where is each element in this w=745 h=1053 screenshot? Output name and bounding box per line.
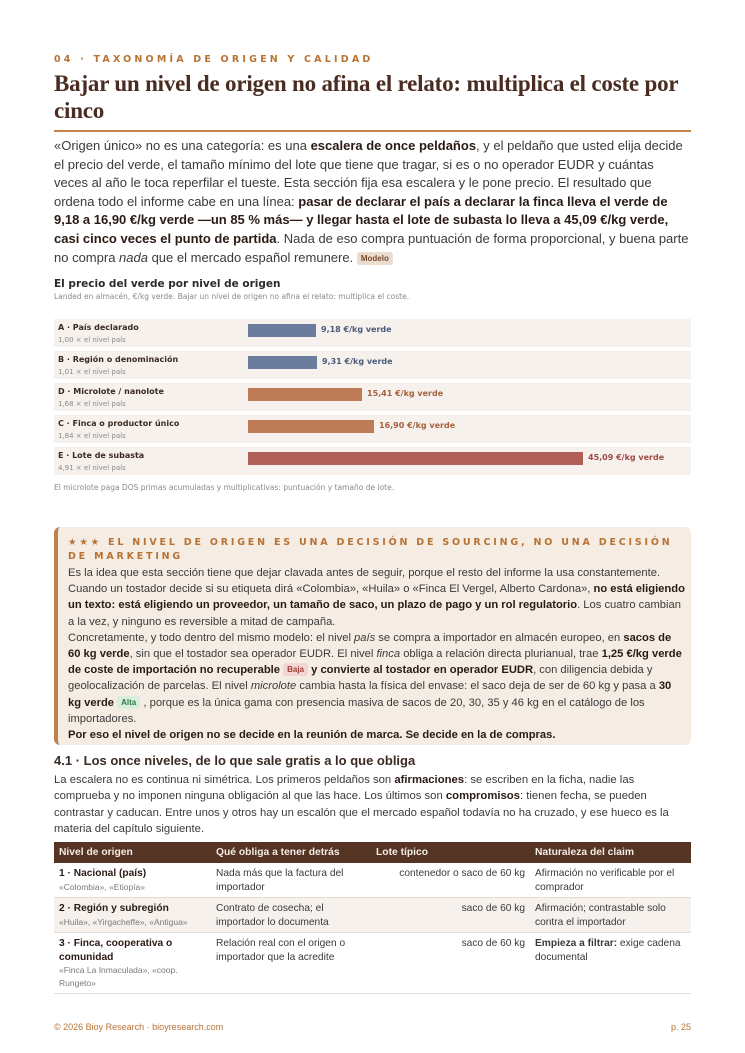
callout-italic: país (354, 631, 376, 644)
callout-emphasis: 1,25 €/kg verde de coste de importación no recuperable (68, 648, 682, 677)
bar-value-label: 15,41 €/kg verde (367, 389, 444, 398)
price-bar (248, 324, 316, 337)
bar-multiplier-label: 1,84 × el nivel país (58, 432, 126, 440)
page-title: Bajar un nivel de origen no afina el relato: multiplica el coste por cinco (54, 71, 678, 123)
high-badge: Alta (117, 696, 140, 709)
lot-cell: saco de 60 kg (371, 933, 530, 994)
price-bar (248, 452, 583, 465)
bar-value-label: 16,90 €/kg verde (379, 421, 456, 430)
claim-emphasis: Empieza a filtrar: (535, 938, 618, 949)
para-emphasis: afirmaciones (394, 774, 465, 786)
intro-text: que el mercado español remunere. (147, 249, 354, 265)
callout-italic: finca (376, 648, 401, 661)
intro-text: «Origen único» no es una categoría: es una (54, 138, 311, 153)
bar-category-label: D · Microlote / nanolote (58, 387, 164, 396)
column-header: Nivel de origen (54, 842, 211, 863)
callout-text: obliga a relación directa plurianual, trae (400, 648, 602, 661)
bar-multiplier-label: 4,91 × el nivel país (58, 464, 126, 472)
callout-emphasis: 30 kg verde (68, 680, 672, 709)
callout-conclusion: Por eso el nivel de origen no se decide en la reunión de marca. Se decide en la de compras. (68, 729, 556, 742)
intro-key-finding: pasar de declarar el país a declarar la finca lleva el verde de 9,18 a 16,90 €/kg verde —un 85 % más— y llegar hasta el lote de subasta lo lleva a 45,09 €/kg verde, casi cinco veces el punto de partida (54, 193, 669, 246)
callout-text: , con diligencia debida y geolocalización de parcelas. El nivel (68, 664, 653, 693)
level-name: 1 · Nacional (país) (59, 868, 147, 879)
obligation-cell: Relación real con el origen o importador que la acredite (211, 933, 371, 994)
level-name: 3 · Finca, cooperativa o comunidad (59, 938, 173, 963)
callout-text: . Los cuatro cambian a la vez, y ninguno es reversible a mitad de campaña. (68, 599, 681, 628)
model-badge: Modelo (357, 252, 393, 265)
callout-paragraph (68, 565, 686, 630)
intro-italic: nada (119, 249, 148, 265)
low-badge: Baja (283, 663, 308, 676)
bar-category-label: C · Finca o productor único (58, 419, 180, 428)
title-divider (54, 130, 691, 132)
level-cell (54, 933, 211, 994)
bar-multiplier-label: 1,00 × el nivel país (58, 336, 126, 344)
table-row (54, 863, 691, 898)
callout-text: cambia hasta la física del envase: el saco deja de ser de 60 kg y pasa a (296, 680, 659, 693)
chart-row (54, 383, 691, 411)
chart-row (54, 319, 691, 347)
callout-paragraph (68, 727, 686, 743)
column-header: Lote típico (371, 842, 530, 863)
callout-italic: microlote (250, 680, 297, 693)
obligation-cell: Nada más que la factura del importador (211, 863, 371, 898)
page-number: p. 25 (670, 1022, 691, 1032)
level-examples: «Finca La Inmaculada», «coop. Rungeto» (59, 965, 178, 988)
bar-value-label: 45,09 €/kg verde (588, 453, 665, 462)
callout-heading: ★★★ EL NIVEL DE ORIGEN ES UNA DECISIÓN DE SOURCING, NO UNA DECISIÓN DE MARKETING (68, 537, 673, 562)
para-text: : tienen fecha, se pueden contrastar y caducan. Entre unos y otros hay un escalón que el mercado español todavía no ha cruzado, y ese hueco es la materia del capítulo siguiente. (54, 790, 669, 835)
chart-title: El precio del verde por nivel de origen (54, 278, 281, 290)
claim-cell (530, 933, 691, 994)
para-emphasis: compromisos (445, 790, 520, 803)
intro-emphasis: escalera de once peldaños (310, 138, 477, 153)
claim-text: exige cadena documental (535, 938, 681, 963)
callout-text: se compra a importador en almacén europeo, en (375, 631, 624, 644)
para-text: La escalera no es continua ni simétrica. Los primeros peldaños son (54, 774, 395, 786)
level-cell (54, 863, 211, 898)
price-bar (248, 420, 374, 433)
intro-paragraph (54, 137, 691, 267)
column-header: Naturaleza del claim (530, 842, 691, 863)
origin-levels-table (54, 842, 691, 994)
lot-cell: saco de 60 kg (371, 898, 530, 933)
claim-text: Afirmación no verificable por el comprador (535, 868, 675, 893)
table-row (54, 898, 691, 933)
intro-text: . Nada de eso compra puntuación de forma proporcional, y buena parte no compra (54, 230, 689, 265)
callout-text: , porque es la única gama con presencia masiva de sacos de 20, 30, 35 y 46 kg en el catálogo de los importadores. (68, 696, 645, 725)
bar-category-label: A · País declarado (58, 323, 139, 332)
section-paragraph (54, 772, 691, 837)
obligation-cell: Contrato de cosecha; el importador lo documenta (211, 898, 371, 933)
table-header-row (54, 842, 691, 863)
claim-text: Afirmación; contrastable solo contra el importador (535, 903, 666, 928)
intro-text: , y el peldaño que usted elija decide el precio del verde, el tamaño mínimo del lote que tiene que tragar, si es o no operador EUDR y cuántas veces al año le toca reperfilar el tueste. Esta sección fija esa escalera y le pone precio. El resultado que ordena todo el informe cabe en una línea: (54, 138, 683, 209)
chart-subtitle: Landed en almacén, €/kg verde. Bajar un nivel de origen no afina el relato: multiplica el coste. (54, 292, 410, 301)
callout-body (68, 565, 686, 743)
callout-paragraph (68, 630, 686, 727)
bar-category-label: E · Lote de subasta (58, 451, 145, 460)
price-bar (248, 356, 317, 369)
callout-text: Concretamente, y todo dentro del mismo modelo: el nivel (68, 631, 355, 644)
lot-cell: contenedor o saco de 60 kg (371, 863, 530, 898)
level-cell (54, 898, 211, 933)
chart-row (54, 351, 691, 379)
level-examples: «Huila», «Yirgacheffe», «Antigua» (59, 916, 188, 927)
claim-cell (530, 898, 691, 933)
claim-cell (530, 863, 691, 898)
chart-footnote: El microlote paga DOS primas acumuladas y multiplicativas: puntuación y tamaño de lote. (54, 483, 395, 492)
callout-emphasis: no está eligiendo un texto: está eligiendo un proveedor, un tamaño de saco, un plazo de pago y un rol regulatorio (68, 583, 685, 612)
key-insight-callout (54, 527, 691, 745)
section-eyebrow: 04 · TAXONOMÍA DE ORIGEN Y CALIDAD (54, 54, 374, 65)
callout-emphasis: y convierte al tostador en operador EUDR (311, 664, 534, 677)
price-bar (248, 388, 362, 401)
bar-multiplier-label: 1,01 × el nivel país (58, 368, 126, 376)
callout-text: Es la idea que esta sección tiene que dejar clavada antes de seguir, porque el resto del informe la usa constantemente. Cuando un tostador decide si su etiqueta dirá «Colombia», «Huila» o «Finca El Vergel, Alberto Cardona», (68, 567, 661, 596)
chart-row (54, 447, 691, 475)
level-examples: «Colombia», «Etiopía» (59, 881, 146, 892)
para-text: : se escriben en la ficha, nadie las comprueba y no imponen ninguna obligación al que las hace. Los últimos son (54, 774, 635, 803)
chart-row (54, 415, 691, 443)
section-heading: 4.1 · Los once niveles, de lo que sale gratis a lo que obliga (54, 753, 416, 768)
table-row (54, 933, 691, 994)
callout-emphasis: sacos de 60 kg verde (68, 631, 672, 661)
footer-copyright: © 2026 Bioy Research · bioyresearch.com (54, 1022, 224, 1032)
bar-category-label: B · Región o denominación (58, 355, 179, 364)
column-header: Qué obliga a tener detrás (211, 842, 371, 863)
bar-value-label: 9,31 €/kg verde (322, 357, 393, 366)
bar-value-label: 9,18 €/kg verde (321, 325, 392, 334)
callout-text: , sin que el tostador sea operador EUDR. El nivel (129, 648, 377, 661)
bar-multiplier-label: 1,68 × el nivel país (58, 400, 126, 408)
level-name: 2 · Región y subregión (59, 903, 169, 914)
